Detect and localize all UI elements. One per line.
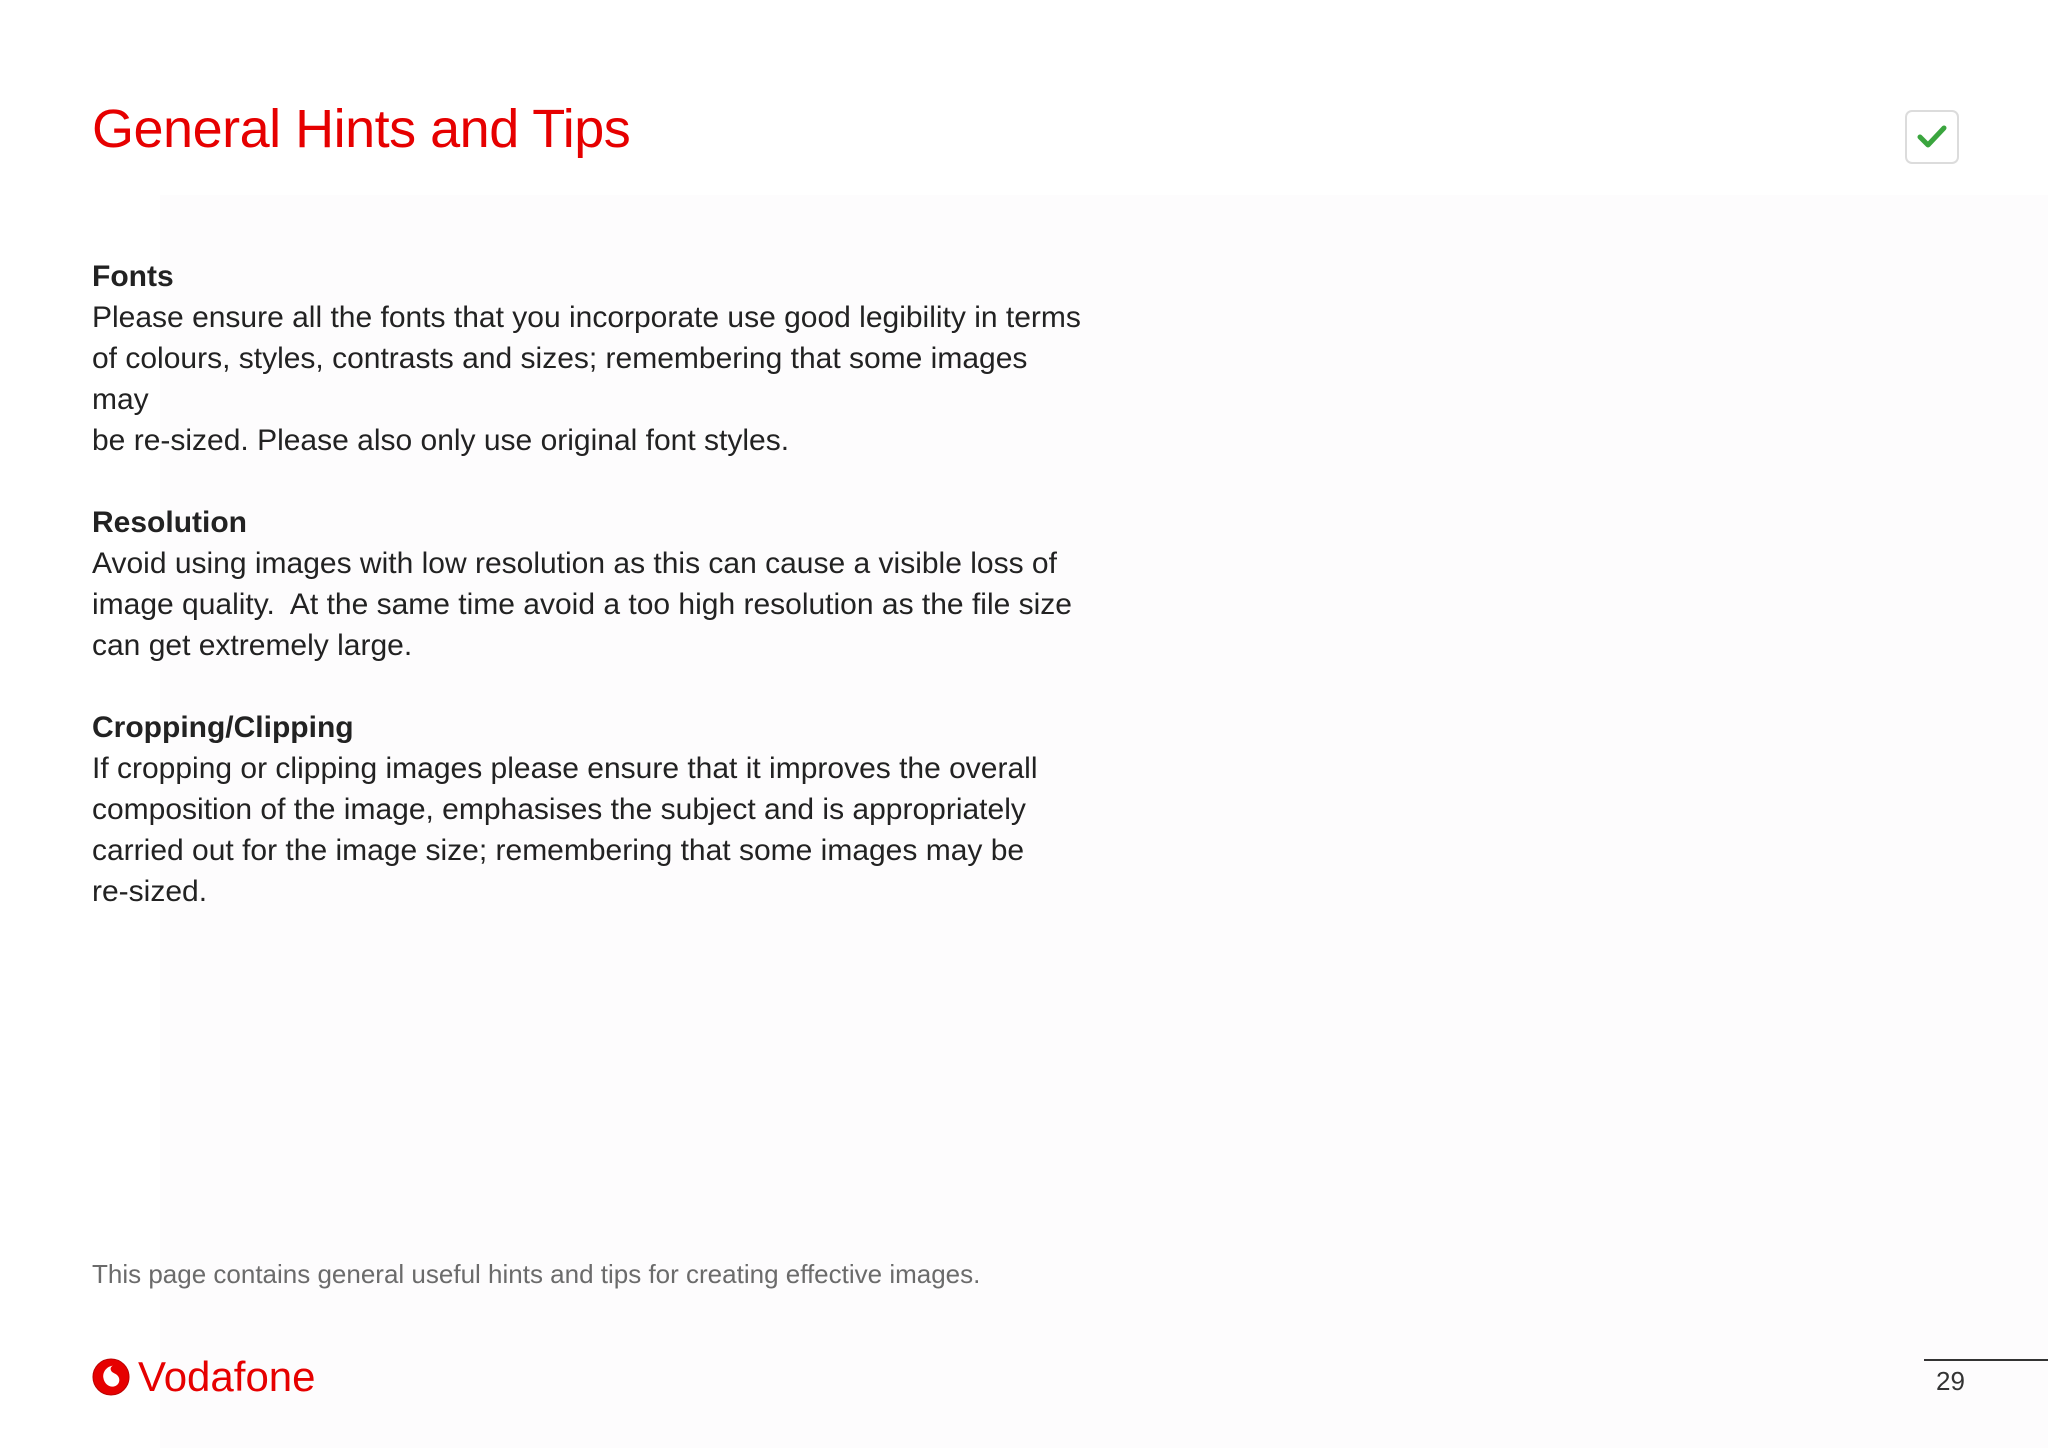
section-fonts xyxy=(92,256,1092,461)
page-number-rule xyxy=(1924,1359,2048,1361)
body-line: be re-sized. Please also only use original font styles. xyxy=(92,424,790,457)
section-cropping xyxy=(92,707,1092,912)
brand-logo xyxy=(92,1352,316,1402)
section-resolution xyxy=(92,502,1092,666)
body-line: Avoid using images with low resolution as this can cause a visible loss of xyxy=(92,547,1057,580)
section-heading: Cropping/Clipping xyxy=(92,711,354,744)
page-number: 29 xyxy=(1936,1366,1965,1396)
vodafone-logo-icon xyxy=(92,1358,130,1396)
section-body xyxy=(92,543,1092,666)
body-line: can get extremely large. xyxy=(92,629,413,662)
body-line: composition of the image, emphasises the subject and is appropriately xyxy=(92,793,1026,826)
section-body xyxy=(92,297,1092,461)
section-heading: Fonts xyxy=(92,260,174,293)
section-body xyxy=(92,748,1092,912)
page-title: General Hints and Tips xyxy=(92,99,631,159)
section-heading: Resolution xyxy=(92,506,247,539)
footer-note: This page contains general useful hints and tips for creating effective images. xyxy=(92,1259,981,1289)
tips-content xyxy=(92,256,1092,953)
brand-name: Vodafone xyxy=(138,1353,316,1400)
body-line: Please ensure all the fonts that you incorporate use good legibility in terms xyxy=(92,301,1081,334)
check-icon xyxy=(1917,124,1947,150)
body-line: carried out for the image size; remembering that some images may be xyxy=(92,834,1025,867)
body-line: If cropping or clipping images please ensure that it improves the overall xyxy=(92,752,1038,785)
body-line: of colours, styles, contrasts and sizes; remembering that some images may xyxy=(92,342,1028,416)
body-line: re-sized. xyxy=(92,875,208,908)
status-check-badge xyxy=(1905,110,1959,164)
body-line: image quality. At the same time avoid a too high resolution as the file size xyxy=(92,588,1072,621)
